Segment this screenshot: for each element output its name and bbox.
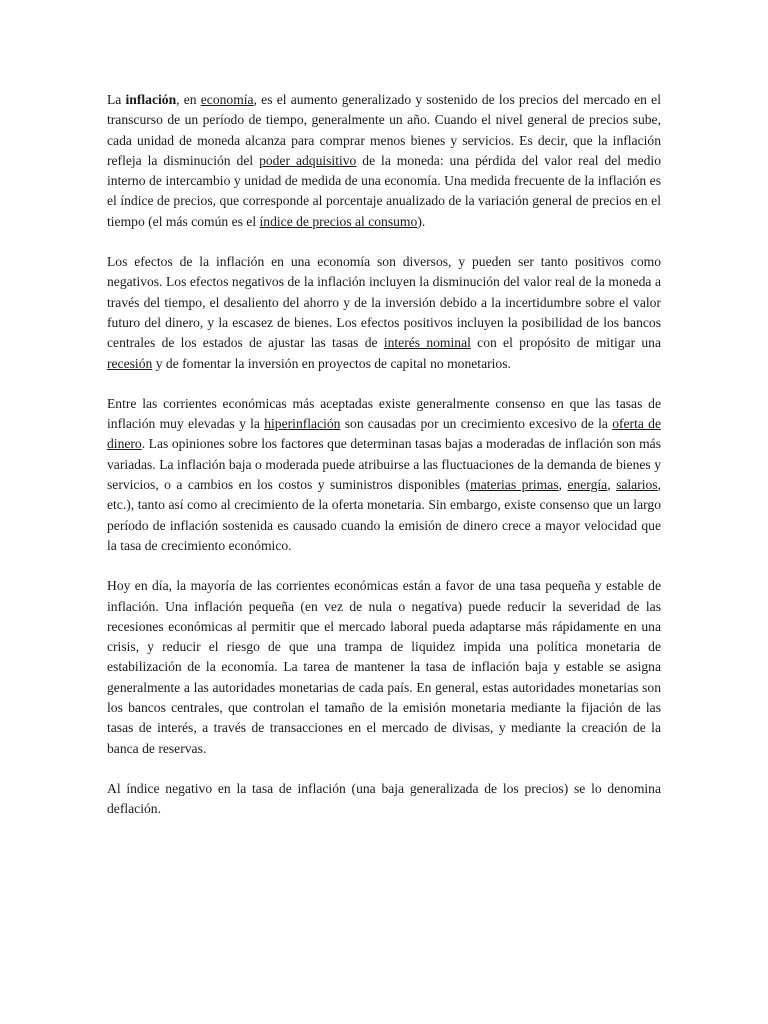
paragraph-causes: [107, 394, 661, 556]
text-segment: con el propósito de mitigar una: [470, 335, 661, 351]
text-segment: La: [107, 92, 126, 107]
text-segment: . Las opiniones sobre los factores que determinan tasas bajas a moderadas de inflación son más variadas. La inflación baja o moderada puede atribuirse a las fluctuaciones de la demanda de bienes y servicios, o a cambios en los costos y suministros disponibles (: [107, 436, 661, 493]
link-interes-nominal[interactable]: interés nominal: [383, 335, 471, 351]
link-energia[interactable]: energía: [567, 477, 608, 493]
text-segment: de la moneda: una pérdida del valor real del medio interno de intercambio y unidad de medida de una economía. Una medida frecuente de la inflación es el índice de precios, que corresponde al porcentaje anualizado de la variación general de precios en el tiempo (el más común es el: [107, 152, 661, 229]
term-inflacion: inflación: [125, 92, 177, 107]
link-indice-precios-consumo[interactable]: índice de precios al consumo: [259, 213, 418, 229]
link-poder-adquisitivo[interactable]: poder adquisitivo: [259, 152, 357, 168]
link-oferta-de-dinero[interactable]: oferta de dinero: [107, 416, 661, 452]
text-segment: ,: [607, 477, 617, 493]
text-segment: , en: [176, 92, 201, 107]
link-hiperinflacion[interactable]: hiperinflación: [264, 416, 341, 432]
link-economia[interactable]: economía: [200, 92, 254, 107]
text-segment: ,: [558, 477, 568, 493]
text-segment: Los efectos de la inflación en una economía son diversos, y pueden ser tanto positivos como negativos. Los efectos negativos de la inflación incluyen la disminución del valor real de la moneda a través del tiempo, el desaliento del ahorro y de la inversión debido a la incertidumbre sobre el valor futuro del dinero, y la escasez de bienes. Los efectos positivos incluyen la posibilidad de los bancos centrales de los estados de ajustar las tasas de: [107, 254, 661, 351]
text-segment: y de fomentar la inversión en proyectos de capital no monetarios.: [152, 355, 511, 371]
text-segment: ).: [417, 213, 426, 229]
link-salarios[interactable]: salarios: [616, 477, 658, 493]
paragraph-deflation: Al índice negativo en la tasa de inflación (una baja generalizada de los precios) se lo denomina deflación.: [107, 780, 661, 817]
paragraph-policy: Hoy en día, la mayoría de las corrientes económicas están a favor de una tasa pequeña y estable de inflación. Una inflación pequeña (en vez de nula o negativa) puede reducir la severidad de las recesiones económicas al permitir que el mercado laboral pueda adaptarse más rápidamente en una crisis, y reducir el riesgo de que una trampa de liquidez impida una política monetaria de estabilización de la economía. La tarea de mantener la tasa de inflación baja y estable se asigna generalmente a las autoridades monetarias de cada país. En general, estas autoridades monetarias son los bancos centrales, que controlan el tamaño de la emisión monetaria mediante la fijación de las tasas de interés, a través de transacciones en el mercado de divisas, y mediante la creación de la banca de reservas.: [107, 578, 661, 756]
link-materias-primas[interactable]: materias primas: [470, 477, 559, 493]
text-segment: son causadas por un crecimiento excesivo de la: [340, 416, 613, 432]
text-segment: , es el aumento generalizado y sostenido de los precios del mercado en el transcurso de un período de tiempo, generalmente un año. Cuando el nivel general de precios sube, cada unidad de moneda alcanza para comprar menos bienes y servicios. Es decir, que la inflación refleja la disminución del: [107, 92, 661, 168]
text-segment: , etc.), tanto así como al crecimiento de la oferta monetaria. Sin embargo, existe consenso que un largo período de inflación sostenida es causado cuando la emisión de dinero crece a mayor velocidad que la tasa de crecimiento económico.: [107, 477, 661, 553]
link-recesion[interactable]: recesión: [107, 355, 153, 371]
paragraph-effects: [107, 252, 661, 374]
document-body: [107, 90, 661, 840]
text-segment: Entre las corrientes económicas más aceptadas existe generalmente consenso en que las tasas de inflación muy elevadas y la: [107, 395, 661, 432]
paragraph-definition: [107, 90, 661, 232]
